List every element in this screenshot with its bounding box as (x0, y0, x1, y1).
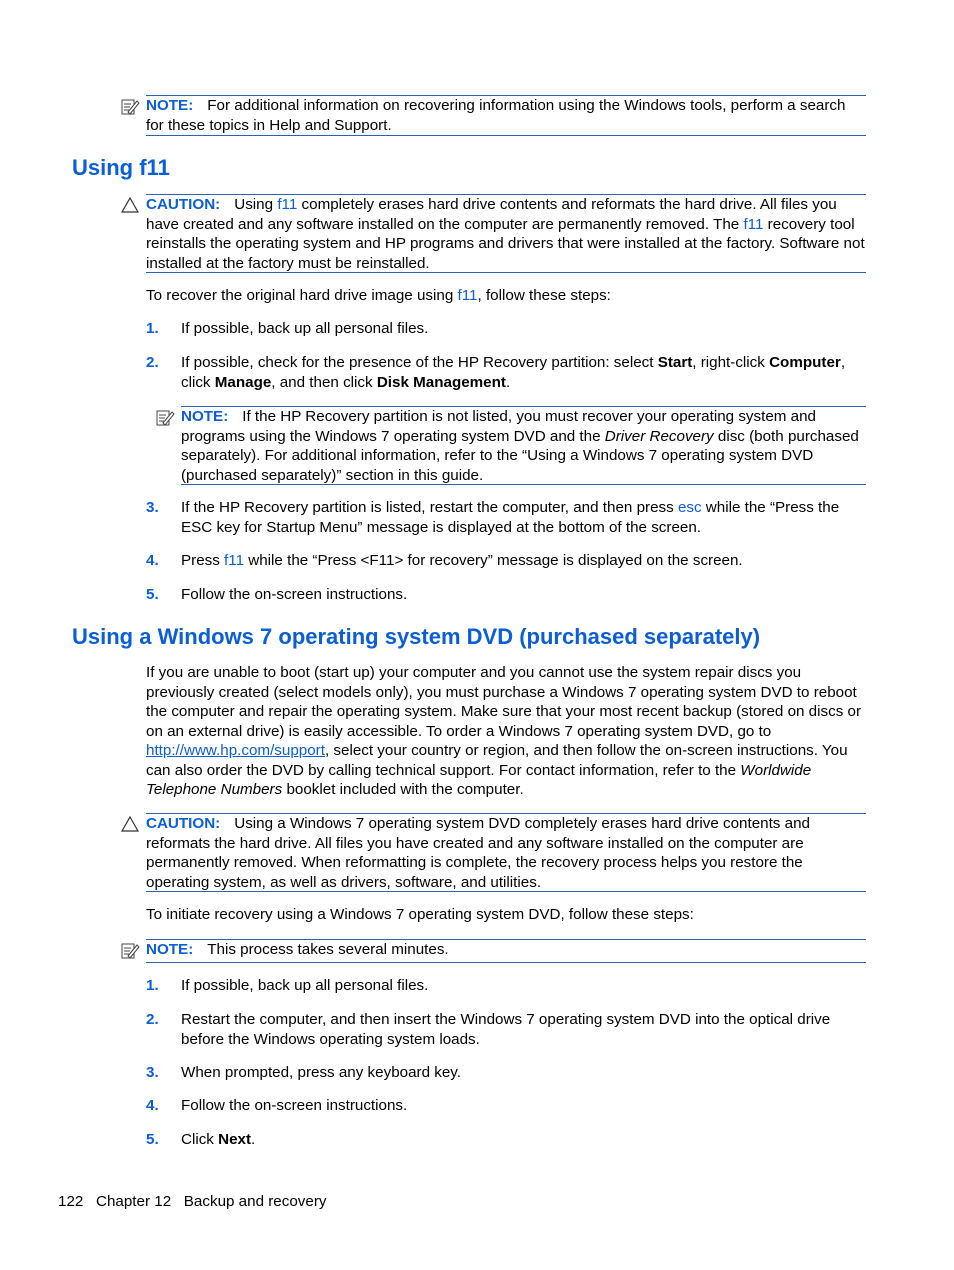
section-heading: Using a Windows 7 operating system DVD (purchased separately) (72, 624, 761, 649)
caution-box (146, 194, 866, 273)
step-text-part: while the “Press <F11> for recovery” message is displayed on the screen. (244, 552, 743, 569)
note-text: This process takes several minutes. (207, 941, 449, 958)
caution-text: completely erases hard drive contents and reformats the hard drive. All files you have created and any software installed on the computer are permanently removed. The (146, 196, 837, 233)
intro-paragraph: To initiate recovery using a Windows 7 operating system DVD, follow these steps: (146, 906, 694, 923)
ui-term: Next (218, 1131, 252, 1148)
intro-text: , follow these steps: (477, 287, 611, 304)
section-heading: Using f11 (72, 155, 170, 180)
step-number: 2. (146, 354, 159, 371)
step-text-part: If possible, check for the presence of the HP Recovery partition: select (181, 354, 658, 371)
ui-term: Computer (769, 354, 841, 371)
caution-label: CAUTION: (146, 196, 221, 213)
step-text-part: , and then click (271, 373, 377, 391)
step-text-part: while the “Press the ESC key for Startup Menu” message is displayed at the bottom of the screen. (181, 499, 840, 536)
ui-term: Manage (214, 373, 272, 391)
caution-text: Using (234, 196, 278, 213)
caution-label: CAUTION: (146, 815, 221, 832)
support-link[interactable]: http://www.hp.com/support (146, 742, 325, 759)
note-box (181, 406, 866, 485)
note-text: disc (both purchased separately). For additional information, refer to the “Using a Windows 7 operating system DVD (purchased separately)” section in this guide. (181, 427, 859, 484)
caution-icon (120, 814, 140, 834)
note-icon (155, 408, 175, 428)
note-label: NOTE: (146, 941, 194, 958)
step-number: 5. (146, 586, 159, 603)
note-icon (120, 941, 140, 961)
step-text: If possible, back up all personal files. (181, 320, 429, 337)
note-text: For additional information on recovering information using the Windows tools, perform a search for these topics in Help and Support. (146, 97, 846, 134)
step-text-part: . (505, 373, 511, 391)
step-text (181, 1130, 866, 1150)
step-text: Follow the on-screen instructions. (181, 1097, 408, 1114)
step-number: 5. (146, 1131, 159, 1148)
caution-icon (120, 195, 140, 215)
key-esc: esc (677, 499, 702, 516)
note-emphasis: Driver Recovery (604, 427, 714, 445)
caution-text: Using a Windows 7 operating system DVD completely erases hard drive contents and reformats the hard drive. All files you have created and any software installed on the computer are permanently removed. When reformatting is complete, the recovery process helps you restore the operating system, as well as drivers, software, and utilities. (146, 815, 810, 891)
key-f11: f11 (457, 287, 478, 304)
step-text-part: Press (181, 552, 225, 569)
note-icon (120, 97, 140, 117)
step-text-part: Click (181, 1131, 219, 1148)
note-box (146, 95, 866, 136)
body-paragraph (146, 663, 866, 800)
ui-term: Start (657, 354, 693, 371)
key-f11: f11 (743, 215, 764, 233)
key-f11: f11 (277, 196, 298, 213)
intro-paragraph (146, 286, 866, 306)
step-number: 3. (146, 499, 159, 516)
caution-text: recovery tool reinstalls the operating system and HP programs and drivers that were installed at the factory. Software not installed at the factory must be reinstalled. (146, 215, 865, 272)
note-label: NOTE: (146, 97, 194, 114)
caution-box (146, 813, 866, 892)
step-text: If possible, back up all personal files. (181, 977, 429, 994)
para-text: If you are unable to boot (start up) your computer and you cannot use the system repair discs you previously created (select models only), you must purchase a Windows 7 operating system DVD to reboot the computer and repair the operating system. Make sure that your most recent backup (stored on discs or on an external drive) is easily accessible. To order a Windows 7 operating system DVD, go to (146, 664, 862, 740)
step-text: Restart the computer, and then insert the Windows 7 operating system DVD into the optical drive before the Windows operating system loads. (181, 1011, 831, 1048)
note-text: If the HP Recovery partition is not listed, you must recover your operating system and programs using the Windows 7 operating system DVD and the (181, 408, 816, 445)
step-text: Follow the on-screen instructions. (181, 586, 408, 603)
step-text-part: , click (181, 354, 846, 391)
step-text (181, 551, 866, 571)
step-text-part: If the HP Recovery partition is listed, restart the computer, and then press (181, 499, 678, 516)
para-text: , select your country or region, and then follow the on-screen instructions. You can also order the DVD by calling technical support. For contact information, refer to the (146, 742, 848, 779)
step-number: 4. (146, 552, 159, 569)
step-number: 3. (146, 1064, 159, 1081)
ui-term: Disk Management (376, 373, 506, 391)
note-label: NOTE: (181, 408, 229, 425)
page-footer: 122 Chapter 12 Backup and recovery (58, 1193, 327, 1210)
step-text-part: , right-click (692, 354, 770, 371)
para-emphasis: Worldwide Telephone Numbers (146, 761, 812, 798)
step-number: 2. (146, 1011, 159, 1028)
step-text (181, 353, 866, 392)
key-f11: f11 (224, 552, 245, 569)
step-text (181, 498, 866, 537)
step-number: 4. (146, 1097, 159, 1114)
note-box (146, 939, 866, 963)
step-text: When prompted, press any keyboard key. (181, 1064, 461, 1081)
step-number: 1. (146, 977, 159, 994)
step-text-part: . (251, 1131, 256, 1148)
step-number: 1. (146, 320, 159, 337)
intro-text: To recover the original hard drive image using (146, 287, 458, 304)
para-text: booklet included with the computer. (282, 781, 524, 798)
